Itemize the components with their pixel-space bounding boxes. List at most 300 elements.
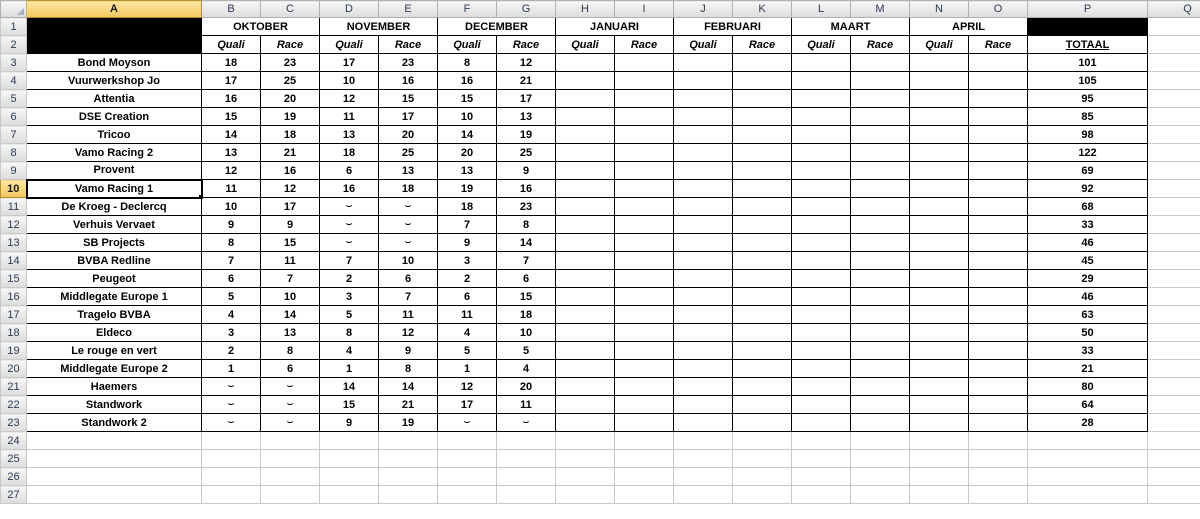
score-cell[interactable] [674,324,733,342]
month-header-april[interactable]: APRIL [910,18,1028,36]
score-cell[interactable]: 11 [497,396,556,414]
score-cell[interactable]: 6 [379,270,438,288]
score-cell[interactable]: 1 [320,360,379,378]
score-cell[interactable]: 8 [438,54,497,72]
empty-cell[interactable] [792,486,851,504]
score-cell[interactable] [969,414,1028,432]
score-cell[interactable] [733,90,792,108]
score-cell[interactable] [851,378,910,396]
score-cell[interactable]: 3 [320,288,379,306]
score-cell[interactable]: 3 [202,324,261,342]
score-cell[interactable]: 8 [261,342,320,360]
total-cell[interactable]: 46 [1028,288,1148,306]
empty-row[interactable] [1,432,1200,450]
score-cell[interactable] [792,72,851,90]
empty-cell[interactable] [1148,234,1200,252]
score-cell[interactable] [792,90,851,108]
score-cell[interactable] [792,396,851,414]
score-cell[interactable]: 16 [497,180,556,198]
score-cell[interactable] [851,234,910,252]
score-cell[interactable]: 6 [261,360,320,378]
empty-cell[interactable] [910,468,969,486]
score-cell[interactable] [851,180,910,198]
header-blackout-cell[interactable] [27,18,202,36]
team-name-cell[interactable] [27,234,202,252]
team-name-cell[interactable] [27,324,202,342]
score-cell[interactable] [733,378,792,396]
score-cell[interactable]: 14 [438,126,497,144]
row-header-1[interactable]: 1 [1,18,27,36]
team-name-cell[interactable] [27,180,202,198]
score-cell[interactable]: 9 [202,216,261,234]
score-cell[interactable]: 19 [379,414,438,432]
score-cell[interactable] [733,414,792,432]
total-cell[interactable]: 63 [1028,306,1148,324]
empty-cell[interactable] [1148,414,1200,432]
score-cell[interactable] [792,360,851,378]
subheader-quali-november[interactable]: Quali [320,36,379,54]
score-cell[interactable]: 10 [497,324,556,342]
score-cell[interactable] [969,306,1028,324]
empty-cell[interactable] [851,468,910,486]
score-cell[interactable]: 17 [261,198,320,216]
total-blackout-cell[interactable] [1028,18,1148,36]
score-cell[interactable]: 10 [379,252,438,270]
subheader-quali-april[interactable]: Quali [910,36,969,54]
score-cell[interactable]: 5 [438,342,497,360]
score-cell[interactable] [792,144,851,162]
score-cell[interactable] [969,288,1028,306]
score-cell[interactable]: 23 [261,54,320,72]
score-cell[interactable]: 20 [497,378,556,396]
score-cell[interactable] [556,234,615,252]
score-cell[interactable] [969,108,1028,126]
score-cell[interactable]: 11 [261,252,320,270]
score-cell[interactable] [851,54,910,72]
score-cell[interactable]: 25 [261,72,320,90]
empty-cell[interactable] [27,450,202,468]
month-header-februari[interactable]: FEBRUARI [674,18,792,36]
column-header-D[interactable]: D [320,1,379,18]
column-header-B[interactable]: B [202,1,261,18]
score-cell[interactable] [910,180,969,198]
score-cell[interactable] [792,288,851,306]
row-header-12[interactable]: 12 [1,216,27,234]
team-name-cell[interactable] [27,162,202,180]
score-cell[interactable] [910,216,969,234]
score-cell[interactable]: 9 [320,414,379,432]
row-header-18[interactable]: 18 [1,324,27,342]
score-cell[interactable]: 13 [379,162,438,180]
score-cell[interactable] [792,270,851,288]
empty-cell[interactable] [1148,396,1200,414]
team-name-cell[interactable] [27,306,202,324]
table-row[interactable] [1,198,1200,216]
score-cell[interactable] [615,162,674,180]
score-cell[interactable] [910,288,969,306]
empty-cell[interactable] [1148,486,1200,504]
empty-cell[interactable] [438,468,497,486]
empty-cell[interactable] [202,450,261,468]
score-cell[interactable]: 15 [202,108,261,126]
team-name-cell[interactable] [27,126,202,144]
subheader-quali-maart[interactable]: Quali [792,36,851,54]
column-header-E[interactable]: E [379,1,438,18]
total-cell[interactable]: 46 [1028,234,1148,252]
score-cell[interactable] [733,126,792,144]
empty-cell[interactable] [1148,198,1200,216]
empty-cell[interactable] [792,432,851,450]
total-cell[interactable]: 95 [1028,90,1148,108]
score-cell[interactable]: 20 [261,90,320,108]
empty-cell[interactable] [851,450,910,468]
empty-cell[interactable] [615,468,674,486]
score-cell[interactable]: 5 [320,306,379,324]
score-cell[interactable]: 13 [202,144,261,162]
score-cell[interactable]: 16 [320,180,379,198]
score-cell[interactable]: ⌣ [202,396,261,414]
score-cell[interactable] [556,72,615,90]
row-header-4[interactable]: 4 [1,72,27,90]
score-cell[interactable]: 12 [320,90,379,108]
score-cell[interactable] [615,234,674,252]
empty-cell[interactable] [202,486,261,504]
empty-cell[interactable] [1148,324,1200,342]
score-cell[interactable]: 17 [320,54,379,72]
row-header-5[interactable]: 5 [1,90,27,108]
score-cell[interactable] [674,180,733,198]
table-row[interactable] [1,234,1200,252]
score-cell[interactable] [556,396,615,414]
empty-cell[interactable] [497,450,556,468]
score-cell[interactable] [733,54,792,72]
empty-cell[interactable] [1148,288,1200,306]
empty-cell[interactable] [497,486,556,504]
subheader-quali-januari[interactable]: Quali [556,36,615,54]
score-cell[interactable]: 7 [497,252,556,270]
score-cell[interactable] [674,126,733,144]
empty-cell[interactable] [261,432,320,450]
team-name-cell[interactable] [27,108,202,126]
score-cell[interactable] [969,198,1028,216]
score-cell[interactable] [910,162,969,180]
empty-cell[interactable] [792,450,851,468]
score-cell[interactable]: 12 [497,54,556,72]
row-header-2[interactable]: 2 [1,36,27,54]
score-cell[interactable] [556,180,615,198]
empty-cell[interactable] [261,450,320,468]
score-cell[interactable]: 15 [438,90,497,108]
empty-cell[interactable] [1148,126,1200,144]
score-cell[interactable]: ⌣ [261,414,320,432]
table-row[interactable] [1,360,1200,378]
team-name-cell[interactable] [27,270,202,288]
row-header-26[interactable]: 26 [1,468,27,486]
score-cell[interactable]: 9 [497,162,556,180]
empty-cell[interactable] [320,432,379,450]
empty-cell[interactable] [320,468,379,486]
score-cell[interactable]: 3 [438,252,497,270]
table-row[interactable] [1,342,1200,360]
score-cell[interactable]: 7 [438,216,497,234]
row-header-16[interactable]: 16 [1,288,27,306]
table-row[interactable] [1,72,1200,90]
score-cell[interactable]: 12 [202,162,261,180]
subheader-quali-oktober[interactable]: Quali [202,36,261,54]
score-cell[interactable] [851,288,910,306]
score-cell[interactable]: 9 [379,342,438,360]
empty-cell[interactable] [674,432,733,450]
empty-cell[interactable] [438,432,497,450]
score-cell[interactable] [556,252,615,270]
score-cell[interactable] [910,72,969,90]
score-cell[interactable] [792,198,851,216]
score-cell[interactable] [969,72,1028,90]
score-cell[interactable] [851,342,910,360]
empty-row[interactable] [1,450,1200,468]
total-cell[interactable]: 29 [1028,270,1148,288]
score-cell[interactable]: 9 [261,216,320,234]
score-cell[interactable] [556,108,615,126]
score-cell[interactable]: ⌣ [497,414,556,432]
total-cell[interactable]: 68 [1028,198,1148,216]
empty-cell[interactable] [615,432,674,450]
score-cell[interactable]: 6 [438,288,497,306]
score-cell[interactable] [615,360,674,378]
fill-handle[interactable] [199,195,202,198]
score-cell[interactable] [615,324,674,342]
score-cell[interactable]: 20 [438,144,497,162]
row-header-23[interactable]: 23 [1,414,27,432]
table-row[interactable] [1,180,1200,198]
score-cell[interactable] [910,234,969,252]
column-header-J[interactable]: J [674,1,733,18]
score-cell[interactable] [910,90,969,108]
empty-cell[interactable] [1148,252,1200,270]
empty-cell[interactable] [969,468,1028,486]
score-cell[interactable]: 7 [320,252,379,270]
total-cell[interactable]: 50 [1028,324,1148,342]
row-header-15[interactable]: 15 [1,270,27,288]
score-cell[interactable] [851,324,910,342]
score-cell[interactable] [733,252,792,270]
score-cell[interactable] [910,198,969,216]
score-cell[interactable]: 11 [320,108,379,126]
score-cell[interactable]: 18 [261,126,320,144]
score-cell[interactable] [615,252,674,270]
score-cell[interactable] [910,414,969,432]
score-cell[interactable] [851,90,910,108]
score-cell[interactable]: ⌣ [320,198,379,216]
team-name-cell[interactable] [27,252,202,270]
score-cell[interactable] [969,324,1028,342]
score-cell[interactable] [733,342,792,360]
total-cell[interactable]: 101 [1028,54,1148,72]
score-cell[interactable] [615,378,674,396]
team-name-cell[interactable] [27,198,202,216]
score-cell[interactable]: 23 [379,54,438,72]
score-cell[interactable] [556,306,615,324]
score-cell[interactable]: 11 [438,306,497,324]
score-cell[interactable]: 19 [438,180,497,198]
score-cell[interactable]: ⌣ [320,216,379,234]
table-row[interactable] [1,324,1200,342]
score-cell[interactable] [674,252,733,270]
column-header-H[interactable]: H [556,1,615,18]
empty-cell[interactable] [1148,72,1200,90]
score-cell[interactable]: 15 [379,90,438,108]
empty-cell[interactable] [556,450,615,468]
month-header-januari[interactable]: JANUARI [556,18,674,36]
empty-cell[interactable] [202,468,261,486]
row-header-24[interactable]: 24 [1,432,27,450]
total-cell[interactable]: 64 [1028,396,1148,414]
score-cell[interactable] [792,252,851,270]
score-cell[interactable] [615,198,674,216]
subheader-race-oktober[interactable]: Race [261,36,320,54]
score-cell[interactable] [556,162,615,180]
score-cell[interactable] [969,216,1028,234]
total-cell[interactable]: 92 [1028,180,1148,198]
score-cell[interactable] [910,54,969,72]
empty-cell[interactable] [674,450,733,468]
empty-cell[interactable] [969,432,1028,450]
empty-cell[interactable] [792,468,851,486]
score-cell[interactable] [792,306,851,324]
score-cell[interactable] [969,234,1028,252]
table-row[interactable] [1,90,1200,108]
score-cell[interactable] [851,72,910,90]
score-cell[interactable]: 9 [438,234,497,252]
empty-cell[interactable] [851,432,910,450]
column-header-K[interactable]: K [733,1,792,18]
score-cell[interactable]: ⌣ [379,216,438,234]
score-cell[interactable]: 10 [320,72,379,90]
score-cell[interactable] [615,126,674,144]
score-cell[interactable]: ⌣ [320,234,379,252]
empty-cell[interactable] [910,432,969,450]
score-cell[interactable] [851,306,910,324]
score-cell[interactable]: 17 [497,90,556,108]
score-cell[interactable] [910,252,969,270]
score-cell[interactable] [556,54,615,72]
score-cell[interactable]: ⌣ [202,414,261,432]
score-cell[interactable] [969,252,1028,270]
score-cell[interactable]: 12 [379,324,438,342]
team-name-cell[interactable] [27,342,202,360]
score-cell[interactable]: 6 [320,162,379,180]
score-cell[interactable]: ⌣ [438,414,497,432]
month-header-november[interactable]: NOVEMBER [320,18,438,36]
empty-cell[interactable] [556,486,615,504]
row-header-20[interactable]: 20 [1,360,27,378]
score-cell[interactable] [969,90,1028,108]
empty-cell[interactable] [1148,108,1200,126]
score-cell[interactable] [733,306,792,324]
empty-cell[interactable] [379,450,438,468]
score-cell[interactable] [615,90,674,108]
empty-cell[interactable] [615,450,674,468]
score-cell[interactable]: 12 [438,378,497,396]
row-header-3[interactable]: 3 [1,54,27,72]
row-header-19[interactable]: 19 [1,342,27,360]
score-cell[interactable] [615,72,674,90]
score-cell[interactable] [851,270,910,288]
score-cell[interactable] [674,54,733,72]
empty-cell[interactable] [674,486,733,504]
score-cell[interactable] [910,270,969,288]
score-cell[interactable] [615,216,674,234]
score-cell[interactable] [615,108,674,126]
empty-cell[interactable] [261,468,320,486]
total-cell[interactable]: 33 [1028,342,1148,360]
score-cell[interactable] [969,342,1028,360]
row-header-25[interactable]: 25 [1,450,27,468]
score-cell[interactable]: 25 [379,144,438,162]
score-cell[interactable] [615,414,674,432]
score-cell[interactable] [969,54,1028,72]
row-header-6[interactable]: 6 [1,108,27,126]
empty-cell[interactable] [1028,432,1148,450]
column-header-C[interactable]: C [261,1,320,18]
score-cell[interactable] [792,378,851,396]
select-all-corner[interactable] [1,1,27,18]
row-header-21[interactable]: 21 [1,378,27,396]
score-cell[interactable] [792,180,851,198]
score-cell[interactable]: ⌣ [379,198,438,216]
empty-cell[interactable] [1028,486,1148,504]
subheader-quali-februari[interactable]: Quali [674,36,733,54]
column-header-I[interactable]: I [615,1,674,18]
score-cell[interactable] [792,108,851,126]
score-cell[interactable]: 18 [497,306,556,324]
score-cell[interactable]: 14 [261,306,320,324]
empty-cell[interactable] [910,450,969,468]
score-cell[interactable]: 17 [379,108,438,126]
score-cell[interactable]: 2 [438,270,497,288]
score-cell[interactable] [910,144,969,162]
score-cell[interactable] [674,288,733,306]
score-cell[interactable] [674,108,733,126]
score-cell[interactable]: 10 [438,108,497,126]
score-cell[interactable] [674,162,733,180]
score-cell[interactable] [733,360,792,378]
score-cell[interactable] [733,324,792,342]
table-row[interactable] [1,396,1200,414]
table-row[interactable] [1,288,1200,306]
total-cell[interactable]: 122 [1028,144,1148,162]
empty-cell[interactable] [1148,306,1200,324]
table-row[interactable] [1,162,1200,180]
score-cell[interactable] [615,396,674,414]
score-cell[interactable]: 25 [497,144,556,162]
score-cell[interactable] [556,342,615,360]
month-header-maart[interactable]: MAART [792,18,910,36]
empty-cell[interactable] [27,432,202,450]
score-cell[interactable]: ⌣ [202,378,261,396]
team-name-cell[interactable] [27,54,202,72]
score-cell[interactable]: 23 [497,198,556,216]
score-cell[interactable] [556,126,615,144]
score-cell[interactable] [910,378,969,396]
team-name-cell[interactable] [27,378,202,396]
score-cell[interactable]: 7 [379,288,438,306]
score-cell[interactable] [556,324,615,342]
empty-cell[interactable] [969,450,1028,468]
subheader-race-februari[interactable]: Race [733,36,792,54]
score-cell[interactable] [556,270,615,288]
score-cell[interactable]: 16 [438,72,497,90]
